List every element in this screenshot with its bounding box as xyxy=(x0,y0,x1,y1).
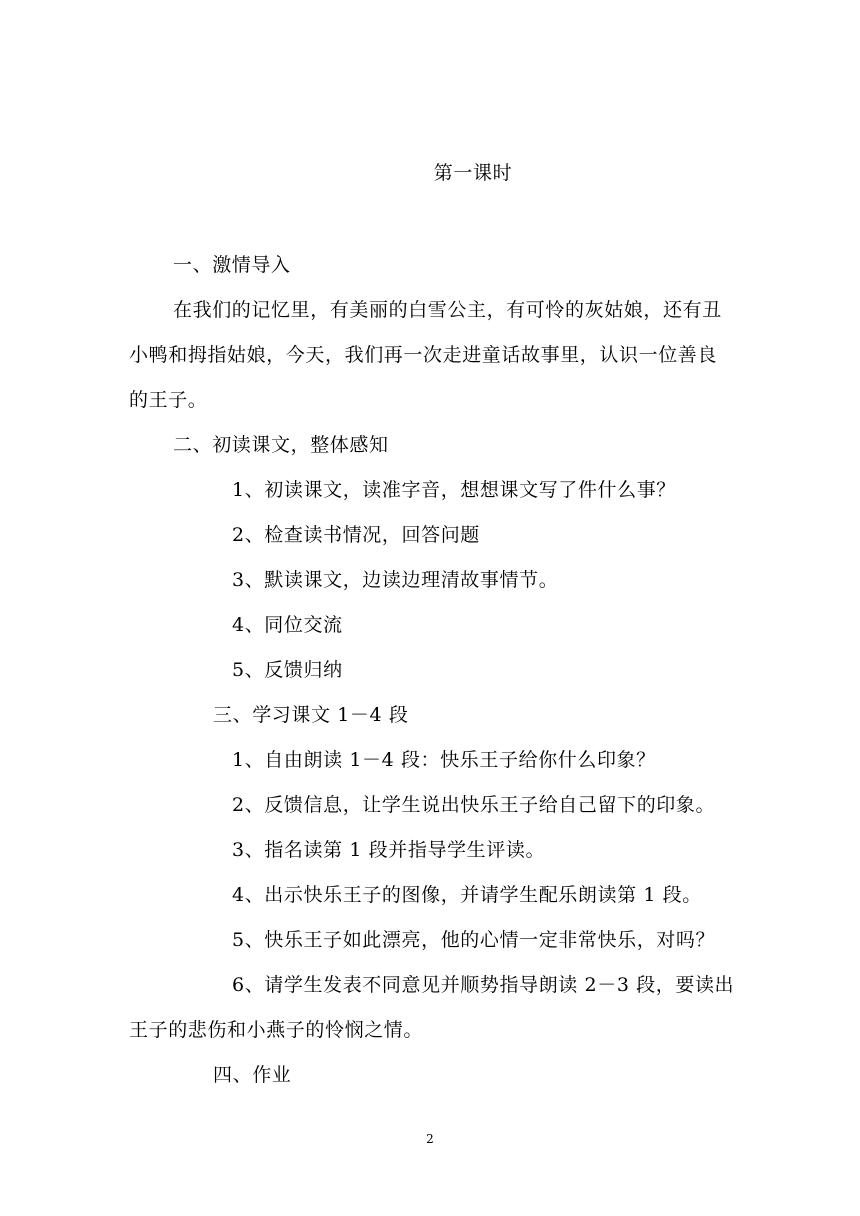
list-item: 3、默读课文，边读边理清故事情节。 xyxy=(232,569,559,591)
section-heading-intro: 一、激情导入 xyxy=(173,254,291,276)
intro-paragraph-line: 小鸭和拇指姑娘，今天，我们再一次走进童话故事里，认识一位善良 xyxy=(129,344,718,366)
list-item: 3、指名读第 1 段并指导学生评读。 xyxy=(232,839,546,861)
section-heading-study: 三、学习课文 1－4 段 xyxy=(213,704,409,726)
list-item: 5、反馈归纳 xyxy=(232,659,343,681)
page-number: 2 xyxy=(426,1132,434,1146)
section-heading-homework: 四、作业 xyxy=(213,1064,292,1086)
list-item: 1、自由朗读 1－4 段：快乐王子给你什么印象？ xyxy=(232,749,656,771)
intro-paragraph-line: 在我们的记忆里，有美丽的白雪公主，有可怜的灰姑娘，还有丑 xyxy=(173,299,722,321)
lesson-title: 第一课时 xyxy=(433,162,513,184)
list-item: 4、同位交流 xyxy=(232,614,343,636)
section-heading-first-reading: 二、初读课文，整体感知 xyxy=(173,434,389,456)
list-item: 6、请学生发表不同意见并顺势指导朗读 2－3 段，要读出 xyxy=(232,974,735,996)
list-item: 4、出示快乐王子的图像，并请学生配乐朗读第 1 段。 xyxy=(232,884,702,906)
list-item: 2、检查读书情况，回答问题 xyxy=(232,524,480,546)
list-item: 5、快乐王子如此漂亮，他的心情一定非常快乐，对吗？ xyxy=(232,929,716,951)
list-item: 2、反馈信息，让学生说出快乐王子给自己留下的印象。 xyxy=(232,794,716,816)
intro-paragraph-line: 的王子。 xyxy=(129,389,208,411)
list-item: 1、初读课文，读准字音，想想课文写了件什么事？ xyxy=(232,479,676,501)
list-item-continuation: 王子的悲伤和小燕子的怜悯之情。 xyxy=(129,1019,424,1041)
